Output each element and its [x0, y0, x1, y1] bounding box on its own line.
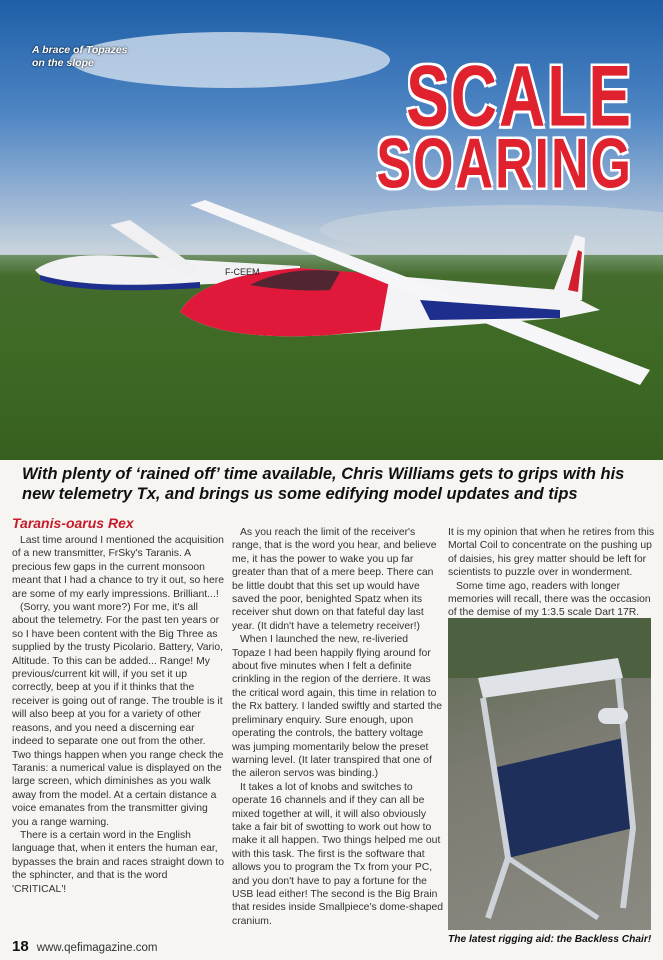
- paragraph: There is a certain word in the English language that, when it enters the human ear, bypasses the brain and races straight down to the sphincter, and that is the word 'CRITICAL'!: [12, 829, 224, 895]
- chair-photo: [448, 618, 651, 930]
- paragraph: Last time around I mentioned the acquisition of a new transmitter, FrSky's Taranis. A precious few gaps in the current monsoon meant that I had a chance to try it out, so here are some of my early impressions. Brilliant...!: [12, 535, 224, 600]
- magazine-url: www.qefimagazine.com: [36, 942, 158, 954]
- chair-illustration: [448, 618, 651, 930]
- page-number: 18: [12, 938, 29, 955]
- glider-registration: F-CEEM: [225, 267, 260, 277]
- title-line2: SOARING: [376, 125, 633, 204]
- title-line1: SCALE: [406, 47, 633, 145]
- paragraph: Some time ago, readers with longer memories will recall, there was the occasion of the demise of my 1:3.5 scale Dart 17R.: [448, 580, 651, 619]
- page-footer: [12, 938, 158, 955]
- photo-caption-line2: on the slope: [32, 57, 94, 69]
- paragraph: It takes a lot of knobs and switches to operate 16 channels and if they can all be mixed together at will, it will also obviously take a fair bit of swotting to work out how to make it all happen. Two things helped me out with this task. The first is the software that allows you to program the Tx from your PC, and you don't have to pay a fortune for the USB lead either! The second is the Big Brain that resides inside Smallpiece's dome-shaped cranium.: [232, 781, 444, 927]
- paragraph: When I launched the new, re-liveried Topaze I had been happily flying around for about five minutes when I felt a definite crinkling in the region of the derriere. It was the critical word again, this time in relation to the Rx battery. I landed swiftly and started the preliminary enquiry. Sure enough, upon operating the controls, the battery voltage was jumping momentarily below the preset warning level. (It later transpired that one of the aileron servos was binding.): [232, 634, 443, 780]
- chair-caption: The latest rigging aid: the Backless Chair!: [448, 934, 652, 945]
- paragraph: (Sorry, you want more?) For me, it's all about the telemetry. For the past ten years or so I have been content with the Big Three as supplied by the trusty Picolario. Battery, Vario, Altitude. To this can be added... Range! My previous/current kit will, if you set it up correctly, beep at you if it thinks that the receiver is going out of range. The trouble is it will also beep at you for a variety of other reasons, and you need a discerning ear indeed to separate one out from the other. Two things happen when you range check the Taranis: a numerical value is displayed on the large screen, which diminishes as you walk away from the model. At a certain distance a voice emanates from the transmitter giving you a range warning.: [12, 602, 224, 828]
- column-1: [12, 514, 224, 896]
- column-2: [232, 526, 444, 928]
- photo-caption: [32, 44, 128, 70]
- hero-photo: [0, 0, 663, 460]
- standfirst: With plenty of ‘rained off’ time available, Chris Williams gets to grips with his new telemetry Tx, and brings us some edifying model updates and tips: [22, 465, 625, 503]
- subheading: Taranis-oarus Rex: [12, 515, 134, 531]
- paragraph: As you reach the limit of the receiver's range, that is the word you hear, and believe me, it has the power to wake you up far greater than that of a mere beep. There can be little doubt that this set up would have saved the poor, benighted Spatz when its receiver shut down on that fateful day last year. (It didn't have a telemetry receiver!): [232, 527, 437, 632]
- column-3: [448, 526, 658, 620]
- photo-caption-line1: A brace of Topazes: [32, 44, 128, 56]
- paragraph: It is my opinion that when he retires from this Mortal Coil to concentrate on the pushing up of daisies, his grey matter should be left for scientists to puzzle over in wonderment.: [448, 527, 655, 579]
